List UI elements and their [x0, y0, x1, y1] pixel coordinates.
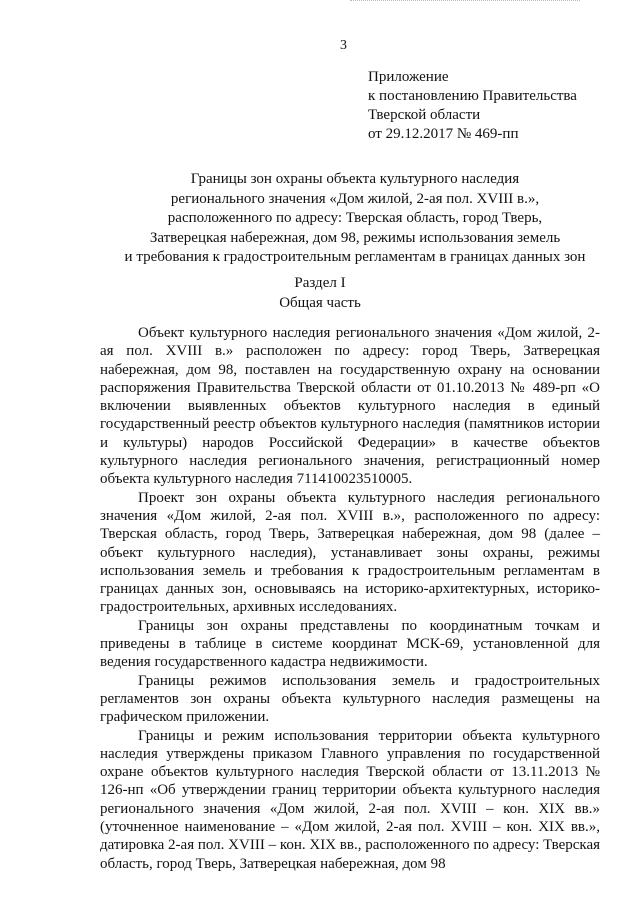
appendix-line: от 29.12.2017 № 469-пп [368, 126, 519, 142]
section-name: Общая часть [279, 294, 361, 311]
body-paragraph: Границы зон охраны представлены по координатным точкам и приведены в таблице в системе координат МСК-69, установленной для ведения государственного кадастра недвижимости. [100, 617, 600, 671]
title-line: Границы зон охраны объекта культурного наследия [190, 171, 520, 187]
appendix-line: к постановлению Правительства [368, 88, 577, 104]
section-label: Раздел I [294, 275, 346, 291]
section-heading [0, 274, 640, 313]
title-line: расположенного по адресу: Тверская область, город Тверь, [167, 210, 543, 226]
body-paragraph: Границы и режим использования территории объекта культурного наследия утверждены приказом Главного управления по государственной охране объектов культурного наследия Тверской области от 13.11.2013 № 126-нп «Об утверждении границ территории объекта культурного наследия регионального значения «Дом жилой, 2-ая пол. XVIII – кон. XIX вв.» (уточненное наименование – «Дом жилой, 2-ая пол. XVIII – кон. XIX вв.», датировка 2-ая пол. XVIII – кон. XIX вв., расположенного по адресу: Тверская область, город Тверь, Затверецкая набережная, дом 98 [100, 727, 600, 872]
title-line: и требования к градостроительным регламентам в границах данных зон [124, 249, 586, 265]
title-line: Затверецкая набережная, дом 98, режимы использования земель [149, 229, 561, 246]
scan-artifact [350, 0, 580, 5]
document-title [100, 170, 610, 268]
page-number: 3 [340, 38, 347, 53]
appendix-line: Приложение [368, 69, 449, 85]
body-paragraph: Объект культурного наследия регионального значения «Дом жилой, 2-ая пол. XVIII в.» расположен по адресу: город Тверь, Затверецкая набережная, дом 98, поставлен на государственную охрану на основании распоряжения Правительства Тверской области от 01.10.2013 № 489-рп «О включении выявленных объектов культурного наследия в единый государственный реестр объектов культурного наследия (памятников истории и культуры) народов Российской Федерации» в качестве объектов культурного наследия регионального значения, регистрационный номер объекта культурного наследия 711410023510005. [100, 325, 600, 488]
title-line: регионального значения «Дом жилой, 2-ая пол. XVIII в.», [170, 190, 540, 207]
body-paragraph: Границы режимов использования земель и градостроительных регламентов зон охраны объекта культурного наследия размещены на графическом приложении. [100, 672, 600, 726]
appendix-header [368, 68, 577, 144]
body-paragraph: Проект зон охраны объекта культурного наследия регионального значения «Дом жилой, 2-ая пол. XVIII в.», расположенного по адресу: Тверская область, город Тверь, Затверецкая набережная, дом 98 (далее – объект культурного наследия), устанавливает зоны охраны, режимы использования земель и требования к градостроительным регламентам в границах данных зон, основываясь на историко-архитектурных, историко-градостроительных, архивных исследованиях. [100, 489, 600, 616]
document-body [100, 324, 600, 873]
appendix-line: Тверской области [368, 107, 481, 123]
